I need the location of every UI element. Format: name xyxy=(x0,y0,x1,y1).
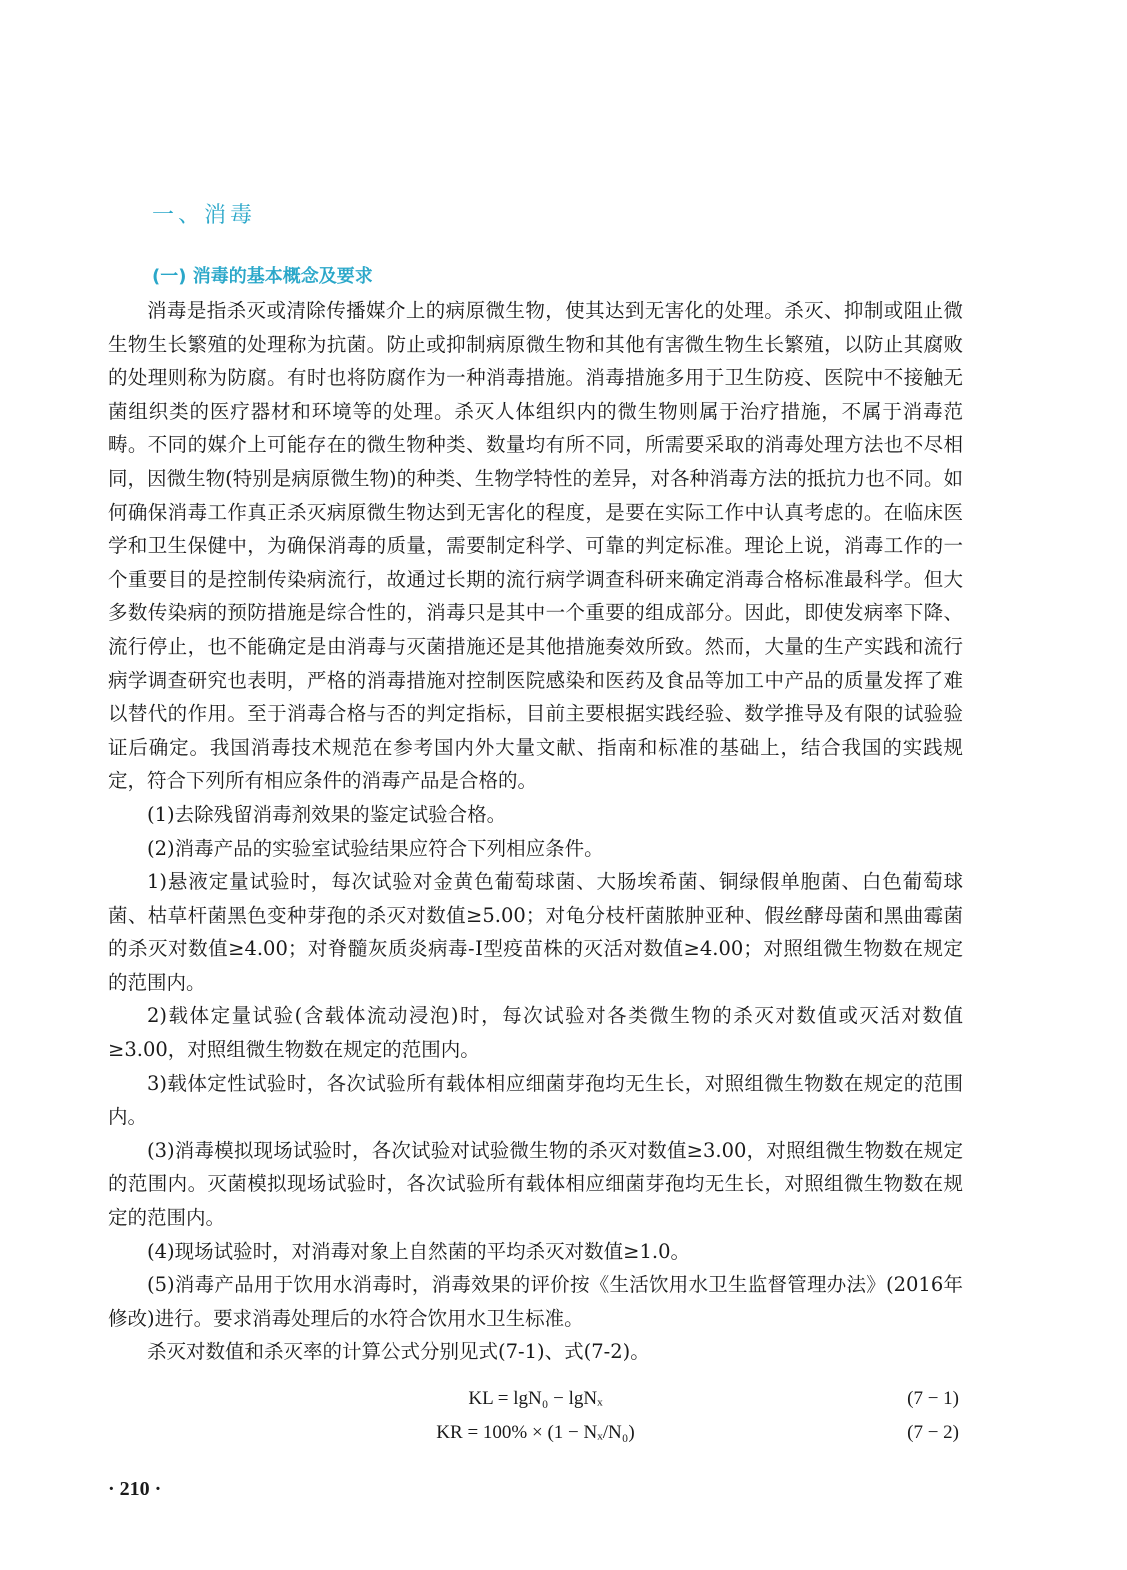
formula-expression: KR = 100% × (1 − Nₓ/N₀) xyxy=(436,1422,635,1443)
paragraph-item-5: (5)消毒产品用于饮用水消毒时，消毒效果的评价按《生活饮用水卫生监督管理办法》(2016年修改)进行。要求消毒处理后的水符合饮用水卫生标准。 xyxy=(108,1273,963,1330)
subsection-heading: (一) 消毒的基本概念及要求 xyxy=(152,266,373,287)
page-number: · 210 · xyxy=(108,1478,162,1500)
paragraph-subitem-3: 3)载体定性试验时，各次试验所有载体相应细菌芽孢均无生长，对照组微生物数在规定的范围内。 xyxy=(108,1071,963,1129)
formula-expression: KL = lgN₀ − lgNₓ xyxy=(468,1388,603,1409)
paragraph-intro: 消毒是指杀灭或清除传播媒介上的病原微生物，使其达到无害化的处理。杀灭、抑制或阻止微生物生长繁殖的处理称为抗菌。防止或抑制病原微生物和其他有害微生物生长繁殖，以防止其腐败的处理则称为防腐。有时也将防腐作为一种消毒措施。消毒措施多用于卫生防疫、医院中不接触无菌组织类的医疗器材和环境等的处理。杀灭人体组织内的微生物则属于治疗措施，不属于消毒范畴。不同的媒介上可能存在的微生物种类、数量均有所不同，所需要采取的消毒处理方法也不尽相同，因微生物(特别是病原微生物)的种类、生物学特性的差异，对各种消毒方法的抵抗力也不同。如何确保消毒工作真正杀灭病原微生物达到无害化的程度，是要在实际工作中认真考虑的。在临床医学和卫生保健中，为确保消毒的质量，需要制定科学、可靠的判定标准。理论上说，消毒工作的一个重要目的是控制传染病流行，故通过长期的流行病学调查科研来确定消毒合格标准最科学。但大多数传染病的预防措施是综合性的，消毒只是其中一个重要的组成部分。因此，即使发病率下降、流行停止，也不能确定是由消毒与灭菌措施还是其他措施奏效所致。然而，大量的生产实践和流行病学调查研究也表明，严格的消毒措施对控制医院感染和医药及食品等加工中产品的质量发挥了难以替代的作用。至于消毒合格与否的判定指标，目前主要根据实践经验、数学推导及有限的试验验证后确定。我国消毒技术规范在参考国内外大量文献、指南和标准的基础上，结合我国的实践规定，符合下列所有相应条件的消毒产品是合格的。 xyxy=(108,299,963,793)
paragraph-subitem-2: 2)载体定量试验(含载体流动浸泡)时，每次试验对各类微生物的杀灭对数值或灭活对数值≥3.00，对照组微生物数在规定的范围内。 xyxy=(108,1004,963,1062)
formula-number: (7 − 2) xyxy=(907,1422,959,1443)
body-text xyxy=(108,294,963,1369)
paragraph-item-4: (4)现场试验时，对消毒对象上自然菌的平均杀灭对数值≥1.0。 xyxy=(147,1239,690,1263)
paragraph-formula-intro: 杀灭对数值和杀灭率的计算公式分别见式(7-1)、式(7-2)。 xyxy=(147,1340,650,1364)
formula-kr xyxy=(108,1422,963,1452)
formula-kl xyxy=(108,1388,963,1418)
section-heading: 一、消毒 xyxy=(152,203,257,228)
paragraph-item-3: (3)消毒模拟现场试验时，各次试验对试验微生物的杀灭对数值≥3.00，对照组微生物数在规定的范围内。灭菌模拟现场试验时，各次试验所有载体相应细菌芽孢均无生长，对照组微生物数在规定的范围内。 xyxy=(108,1138,963,1230)
paragraph-item-2: (2)消毒产品的实验室试验结果应符合下列相应条件。 xyxy=(147,836,604,860)
paragraph-item-1: (1)去除残留消毒剂效果的鉴定试验合格。 xyxy=(147,802,507,826)
formula-number: (7 − 1) xyxy=(907,1388,959,1409)
paragraph-subitem-1: 1)悬液定量试验时，每次试验对金黄色葡萄球菌、大肠埃希菌、铜绿假单胞菌、白色葡萄球菌、枯草杆菌黑色变种芽孢的杀灭对数值≥5.00；对龟分枝杆菌脓肿亚种、假丝酵母菌和黑曲霉菌的杀灭对数值≥4.00；对脊髓灰质炎病毒-Ⅰ型疫苗株的灭活对数值≥4.00；对照组微生物数在规定的范围内。 xyxy=(108,870,963,994)
